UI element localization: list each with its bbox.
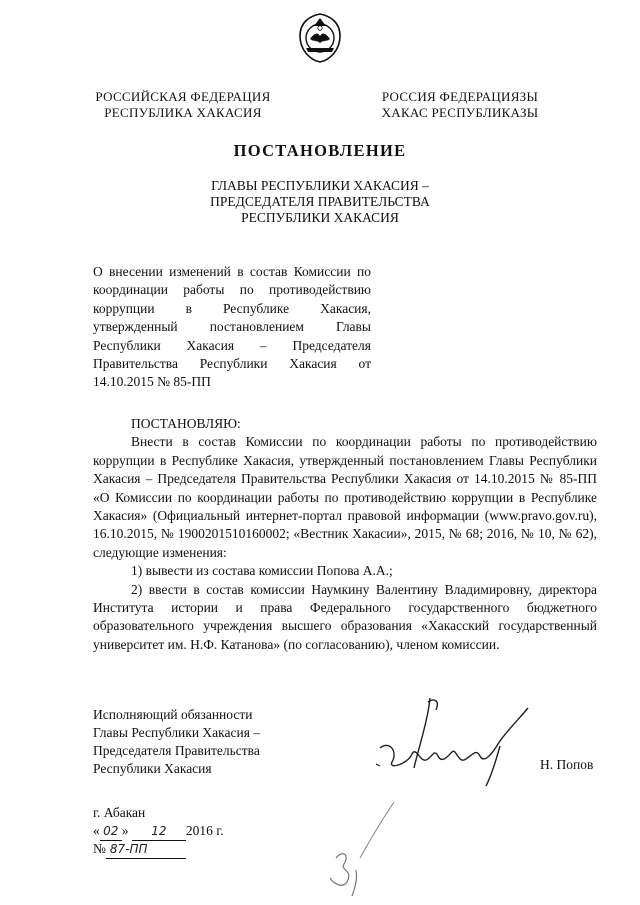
signatory-line3: Председателя Правительства — [93, 743, 260, 758]
subtitle-line2: ПРЕДСЕДАТЕЛЯ ПРАВИТЕЛЬСТВА — [210, 194, 430, 209]
date-quote-close: » — [121, 823, 129, 838]
subtitle-line1: ГЛАВЫ РЕСПУБЛИКИ ХАКАСИЯ – — [211, 178, 429, 193]
place-of-issue: г. Абакан — [93, 805, 146, 820]
date-day: 02 — [100, 822, 122, 841]
date-year: 2016 г. — [185, 823, 224, 838]
handwritten-initials — [312, 800, 402, 900]
signatory-line4: Республики Хакасия — [93, 761, 212, 776]
header-right — [360, 89, 560, 121]
document-subtitle — [150, 178, 490, 226]
signatory-title — [93, 706, 333, 778]
body-item-2: 2) ввести в состав комиссии Наумкину Валентину Владимировну, директора Института истории и права Федерального государственного бюджетного образовательного учреждения высшего образования «Хакасский государственный университет им. Н.Ф. Катанова» (по согласованию), членом комиссии. — [93, 581, 597, 652]
body-text — [93, 415, 597, 654]
issue-date — [93, 822, 224, 841]
date-quote-open: « — [93, 823, 100, 838]
subject-block: О внесении изменений в состав Комиссии по координации работы по противодействию коррупции в Республике Хакасия, утвержденный постановлением Главы Республики Хакасия – Председателя Правительства Республики Хакасия от 14.10.2015 № 85-ПП — [93, 264, 371, 390]
resolve-heading: ПОСТАНОВЛЯЮ: — [131, 416, 241, 431]
body-item-1: 1) вывести из состава комиссии Попова А.А.; — [131, 563, 393, 579]
header-left-line1: РОССИЙСКАЯ ФЕДЕРАЦИЯ — [95, 89, 271, 104]
document-title: ПОСТАНОВЛЕНИЕ — [233, 141, 407, 160]
header-left — [78, 89, 288, 121]
document-number — [93, 840, 186, 859]
signatory-name: Н. Попов — [540, 757, 594, 772]
coat-of-arms-emblem — [296, 12, 344, 64]
handwritten-signature — [368, 690, 538, 790]
signatory-line1: Исполняющий обязанности — [93, 707, 253, 722]
body-intro-paragraph: Внести в состав Комиссии по координации работы по противодействию коррупции в Республике Хакасия, утвержденный постановлением Главы Республики Хакасия – Председателя Правительства Республики Хакасия от 14.10.2015 № 85-ПП «О Комиссии по координации работы по противодействию коррупции в Республике Хакасия» (Официальный интернет-портал правовой информации (www.pravo.gov.ru), 16.10.2015, № 1900201510160002; «Вестник Хакасии», 2015, № 68; 2016, № 10, № 62), следующие изменения: — [93, 434, 597, 560]
header-left-line2: РЕСПУБЛИКА ХАКАСИЯ — [104, 105, 262, 120]
number-label: № — [93, 841, 106, 856]
subtitle-line3: РЕСПУБЛИКИ ХАКАСИЯ — [241, 210, 399, 225]
header-right-line2: ХАКАС РЕСПУБЛИКАЗЫ — [381, 105, 539, 120]
number-value: 87-ПП — [106, 840, 186, 859]
header-right-line1: РОССИЯ ФЕДЕРАЦИЯЗЫ — [381, 89, 539, 104]
signatory-line2: Главы Республики Хакасия – — [93, 725, 261, 740]
date-month: 12 — [132, 822, 186, 841]
